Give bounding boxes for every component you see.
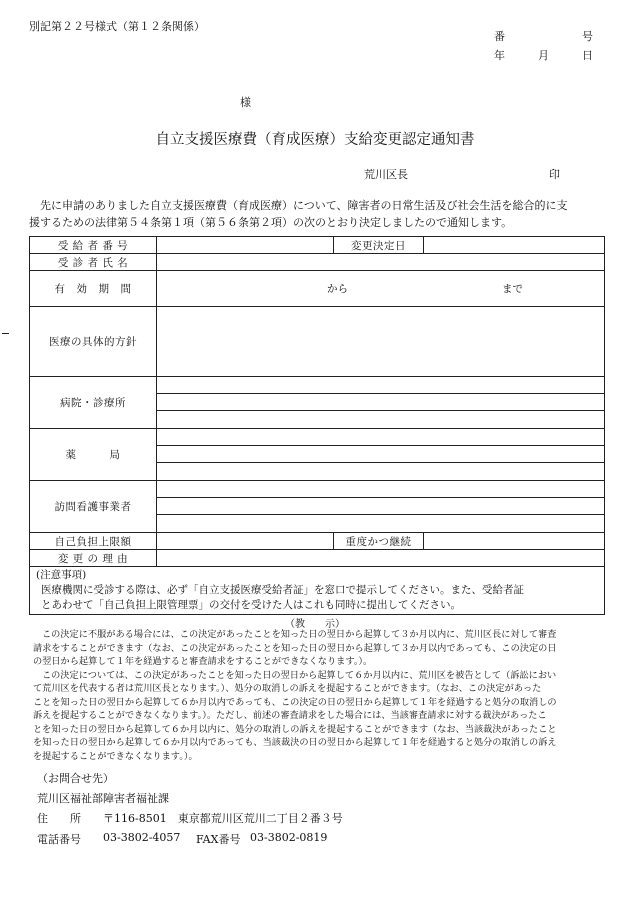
instruction-line: 訴えを提起することができなくなります。）。ただし、前述の審査請求をした場合には、当該審査請求に対する裁決があったこ <box>33 710 547 721</box>
instruction-line: を提起することができなくなります。）。 <box>33 750 198 762</box>
change-date-value <box>424 237 605 254</box>
pharmacy-label: 薬 局 <box>30 429 157 481</box>
contact-address: 〒116-8501 東京都荒川区荒川二丁目２番３号 <box>103 812 343 825</box>
treatment-policy-label: 医療の具体的方針 <box>30 307 157 377</box>
intro-line: 先に申請のありました自立支援医療費（育成医療）について、障害者の日常生活及び社会生活を総合的に支 <box>40 199 568 212</box>
contact-heading: （お問合せ先） <box>37 772 114 785</box>
notes-line: 医療機関に受診する際は、必ず「自立支援医療受給者証」を窓口で提示してください。また、受給者証 <box>41 584 524 596</box>
patient-name-label: 受 診 者 氏 名 <box>30 254 157 271</box>
severe-continuous-label: 重度かつ継続 <box>334 533 424 550</box>
instruction-line: この決定については、この決定があったことを知った日の翌日から起算して６か月以内に、荒川区を被告として（訴訟におい <box>42 669 557 681</box>
treatment-policy-value <box>157 307 605 377</box>
pharmacy-line <box>157 462 604 480</box>
pharmacy-line <box>157 429 604 445</box>
patient-name-value <box>157 254 605 271</box>
notes-cell <box>30 567 605 615</box>
pharmacy-value <box>157 429 605 481</box>
change-reason-label: 変 更 の 理 由 <box>30 550 157 567</box>
instruction-line: 請求をすることができます（なお、この決定があったことを知った日の翌日から起算して３か月以内であっても、この決定の日 <box>33 642 557 654</box>
certificate-table <box>29 236 605 615</box>
instruction-line: て荒川区を代表する者は荒川区長となります。）、処分の取消しの訴えを提起することができます。（なお、この決定があった <box>33 683 542 694</box>
copay-limit-value <box>157 533 334 550</box>
period-from: から <box>327 283 348 295</box>
seal-mark: 印 <box>549 168 560 181</box>
contact-address-label: 住 所 <box>37 812 81 825</box>
change-reason-value <box>157 550 605 567</box>
number-label: 番 号 <box>494 30 593 43</box>
pharmacy-line <box>157 445 604 462</box>
severe-continuous-value <box>424 533 605 550</box>
contact-phone-label: 電話番号 <box>37 833 81 846</box>
contact-phone: 03-3802-4057 <box>103 831 181 844</box>
intro-text <box>29 197 609 231</box>
hospital-line <box>157 410 604 428</box>
instruction-line: の翌日から起算して１年を経過すると審査請求をすることができなくなります。）。 <box>33 656 373 667</box>
date-label: 年 月 日 <box>494 49 593 62</box>
hospital-line <box>157 377 604 393</box>
notes-heading: (注意事項) <box>36 569 87 581</box>
valid-period-value <box>157 271 605 307</box>
issuer-name: 荒川区長 <box>364 168 408 181</box>
notes-line: とあわせて「自己負担上限管理票」の交付を受けた人はこれも同時に提出してください。 <box>41 599 461 611</box>
recipient-suffix: 様 <box>240 96 251 109</box>
period-until: まで <box>502 283 523 295</box>
page-title: 自立支援医療費（育成医療）支給変更認定通知書 <box>155 132 475 148</box>
nursing-value <box>157 481 605 533</box>
nursing-label: 訪問看護事業者 <box>30 481 157 533</box>
instruction-text <box>33 628 613 763</box>
instruction-line: とを知った日の翌日から起算して６か月以内に、処分の取消しの訴えを提起することができます（なお、当該裁決があったこと <box>33 723 557 735</box>
change-date-label: 変更決定日 <box>334 237 424 254</box>
recipient-number-value <box>157 237 334 254</box>
nursing-line <box>157 481 604 497</box>
margin-mark <box>2 333 9 334</box>
recipient-number-label: 受 給 者 番 号 <box>30 237 157 254</box>
contact-fax-label: FAX番号 <box>196 833 241 846</box>
instruction-line: を知った日の翌日から起算して６か月以内であっても、当該裁決の日の翌日から起算して１年を経過すると処分の取消しの訴え <box>33 737 557 748</box>
instruction-heading: （教 示） <box>285 619 345 630</box>
copay-limit-label: 自己負担上限額 <box>30 533 157 550</box>
intro-line: 援するための法律第５４条第１項（第５６条第２項）の次のとおり決定しましたので通知します。 <box>29 216 513 229</box>
hospital-value <box>157 377 605 429</box>
instruction-line: ことを知った日の翌日から起算して６か月以内であっても、この決定の日の翌日から起算して１年を経過すると処分の取消しの <box>33 696 557 708</box>
instruction-line: この決定に不服がある場合には、この決定があったことを知った日の翌日から起算して３か月以内に、荒川区長に対して審査 <box>42 629 557 640</box>
hospital-label: 病院・診療所 <box>30 377 157 429</box>
nursing-line <box>157 514 604 532</box>
hospital-line <box>157 393 604 410</box>
nursing-line <box>157 497 604 514</box>
contact-dept: 荒川区福祉部障害者福祉課 <box>37 792 169 805</box>
valid-period-label: 有 効 期 間 <box>30 271 157 307</box>
contact-fax: 03-3802-0819 <box>250 831 328 844</box>
form-label: 別記第２２号様式（第１２条関係） <box>29 20 205 33</box>
